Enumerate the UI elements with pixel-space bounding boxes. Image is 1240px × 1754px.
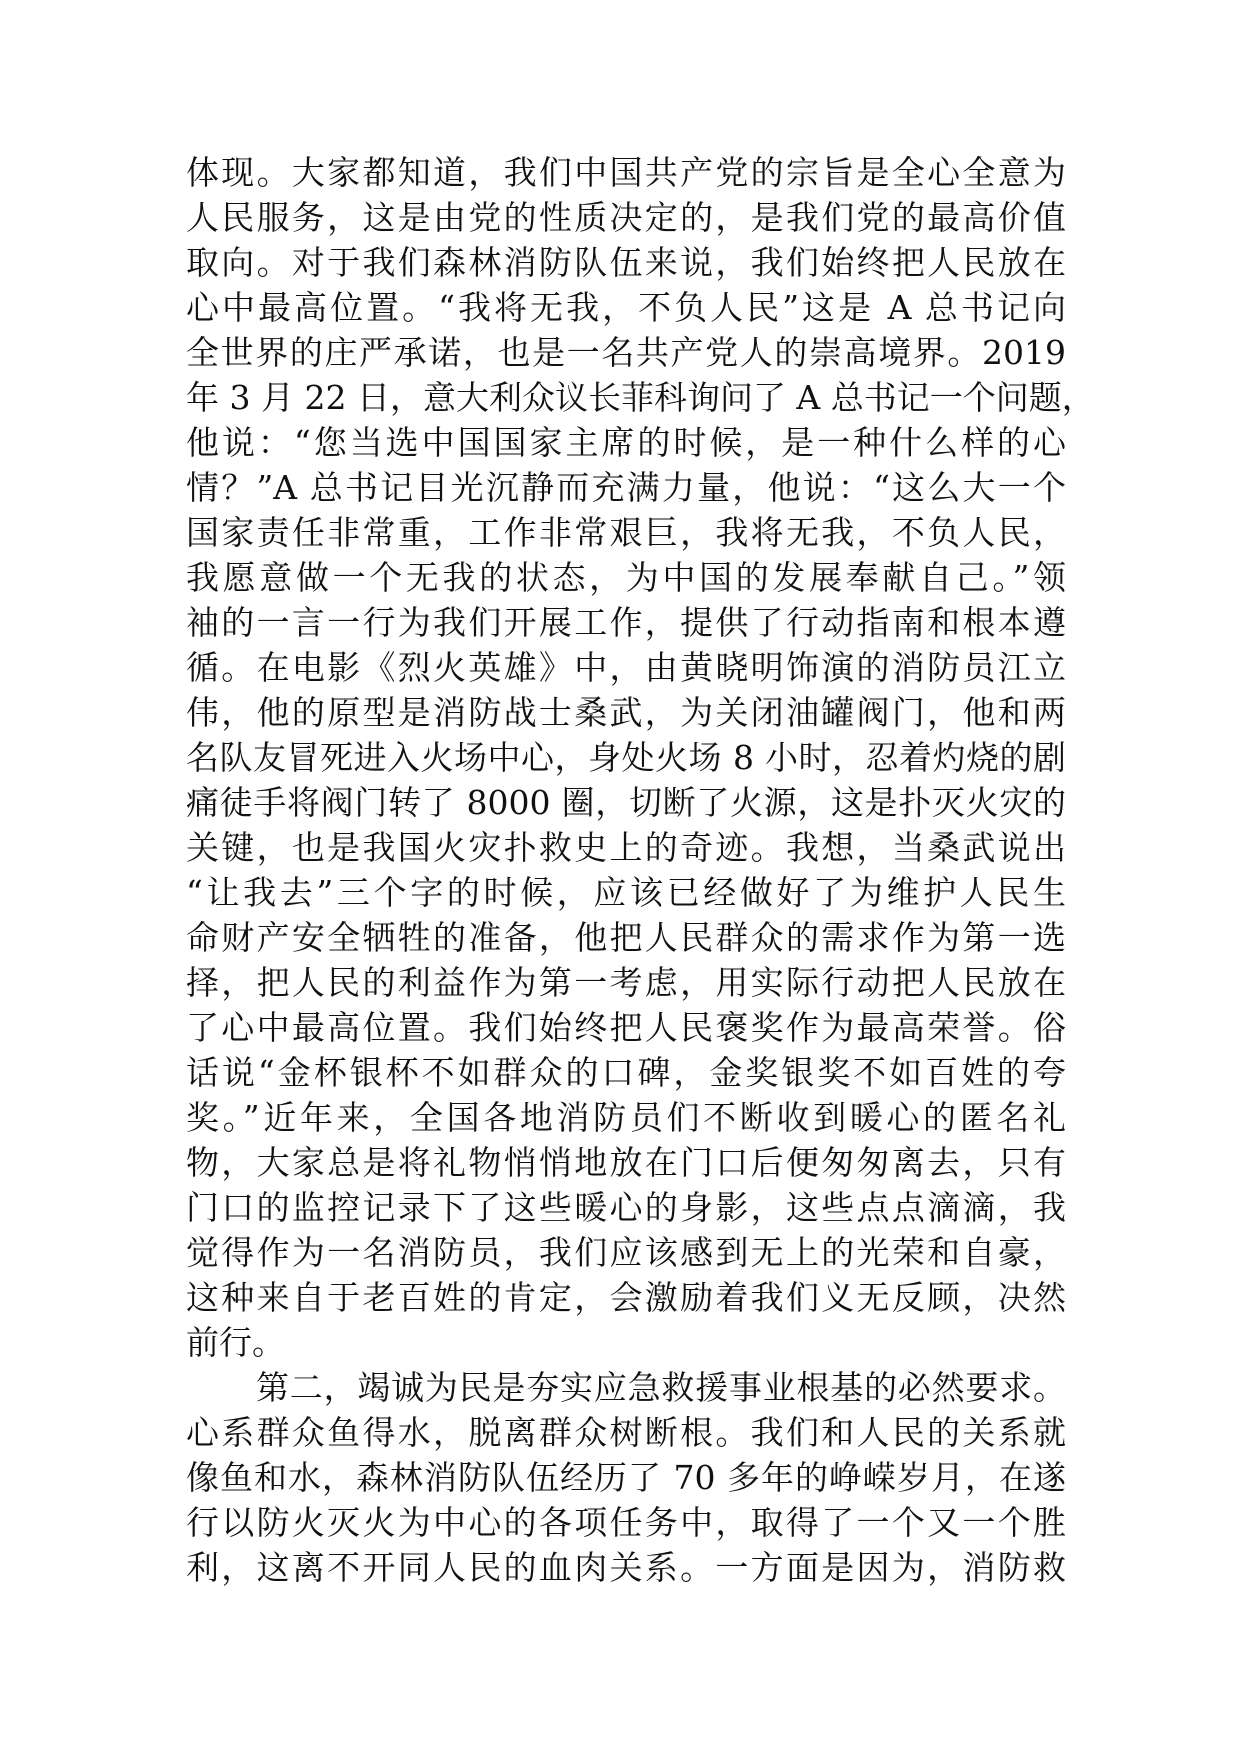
text-line: 痛徒手将阀门转了 8000 圈，切断了火源，这是扑灭火灾的 xyxy=(186,783,1066,822)
text-line: 了心中最高位置。我们始终把人民褒奖作为最高荣誉。俗 xyxy=(186,1008,1066,1047)
text-line: 觉得作为一名消防员，我们应该感到无上的光荣和自豪， xyxy=(186,1233,1066,1272)
text-line: 像鱼和水，森林消防队伍经历了 70 多年的峥嵘岁月，在遂 xyxy=(186,1458,1066,1497)
text-line: 话说“金杯银杯不如群众的口碑，金奖银奖不如百姓的夸 xyxy=(186,1053,1066,1092)
text-line: 物，大家总是将礼物悄悄地放在门口后便匆匆离去，只有 xyxy=(186,1143,1066,1182)
text-line: 心系群众鱼得水，脱离群众树断根。我们和人民的关系就 xyxy=(186,1413,1066,1452)
text-line: 第二，竭诚为民是夯实应急救援事业根基的必然要求。 xyxy=(256,1368,1066,1407)
text-line: 名队友冒死进入火场中心，身处火场 8 小时，忍着灼烧的剧 xyxy=(186,738,1066,777)
text-line: 利，这离不开同人民的血肉关系。一方面是因为，消防救 xyxy=(186,1548,1066,1587)
paragraph xyxy=(186,1365,1066,1590)
text-line: “让我去”三个字的时候，应该已经做好了为维护人民生 xyxy=(186,873,1066,912)
text-line: 体现。大家都知道，我们中国共产党的宗旨是全心全意为 xyxy=(186,153,1066,192)
text-line: 国家责任非常重，工作非常艰巨，我将无我，不负人民， xyxy=(186,513,1066,552)
text-line: 情？”A 总书记目光沉静而充满力量，他说：“这么大一个 xyxy=(186,468,1066,507)
text-line: 他说：“您当选中国国家主席的时候，是一种什么样的心 xyxy=(186,423,1066,462)
paragraph xyxy=(186,150,1095,1365)
text-line: 前行。 xyxy=(186,1323,285,1362)
text-line: 袖的一言一行为我们开展工作，提供了行动指南和根本遵 xyxy=(186,603,1066,642)
text-line: 奖。”近年来，全国各地消防员们不断收到暖心的匿名礼 xyxy=(186,1098,1066,1137)
text-line: 门口的监控记录下了这些暖心的身影，这些点点滴滴，我 xyxy=(186,1188,1066,1227)
text-line: 伟，他的原型是消防战士桑武，为关闭油罐阀门，他和两 xyxy=(186,693,1066,732)
text-line: 循。在电影《烈火英雄》中，由黄晓明饰演的消防员江立 xyxy=(186,648,1066,687)
text-line: 我愿意做一个无我的状态，为中国的发展奉献自己。”领 xyxy=(186,558,1066,597)
text-line: 取向。对于我们森林消防队伍来说，我们始终把人民放在 xyxy=(186,243,1066,282)
body-text xyxy=(186,150,1095,1590)
text-line: 这种来自于老百姓的肯定，会激励着我们义无反顾，决然 xyxy=(186,1278,1066,1317)
text-line: 行以防火灭火为中心的各项任务中，取得了一个又一个胜 xyxy=(186,1503,1066,1542)
text-line: 择，把人民的利益作为第一考虑，用实际行动把人民放在 xyxy=(186,963,1066,1002)
text-line: 全世界的庄严承诺，也是一名共产党人的崇高境界。2019 xyxy=(186,333,1066,372)
text-line: 心中最高位置。“我将无我，不负人民”这是 A 总书记向 xyxy=(186,288,1066,327)
text-line: 人民服务，这是由党的性质决定的，是我们党的最高价值 xyxy=(186,198,1066,237)
text-line: 命财产安全牺牲的准备，他把人民群众的需求作为第一选 xyxy=(186,918,1066,957)
text-line: 年 3 月 22 日，意大利众议长菲科询问了 A 总书记一个问题， xyxy=(186,378,1095,417)
text-line: 关键，也是我国火灾扑救史上的奇迹。我想，当桑武说出 xyxy=(186,828,1066,867)
